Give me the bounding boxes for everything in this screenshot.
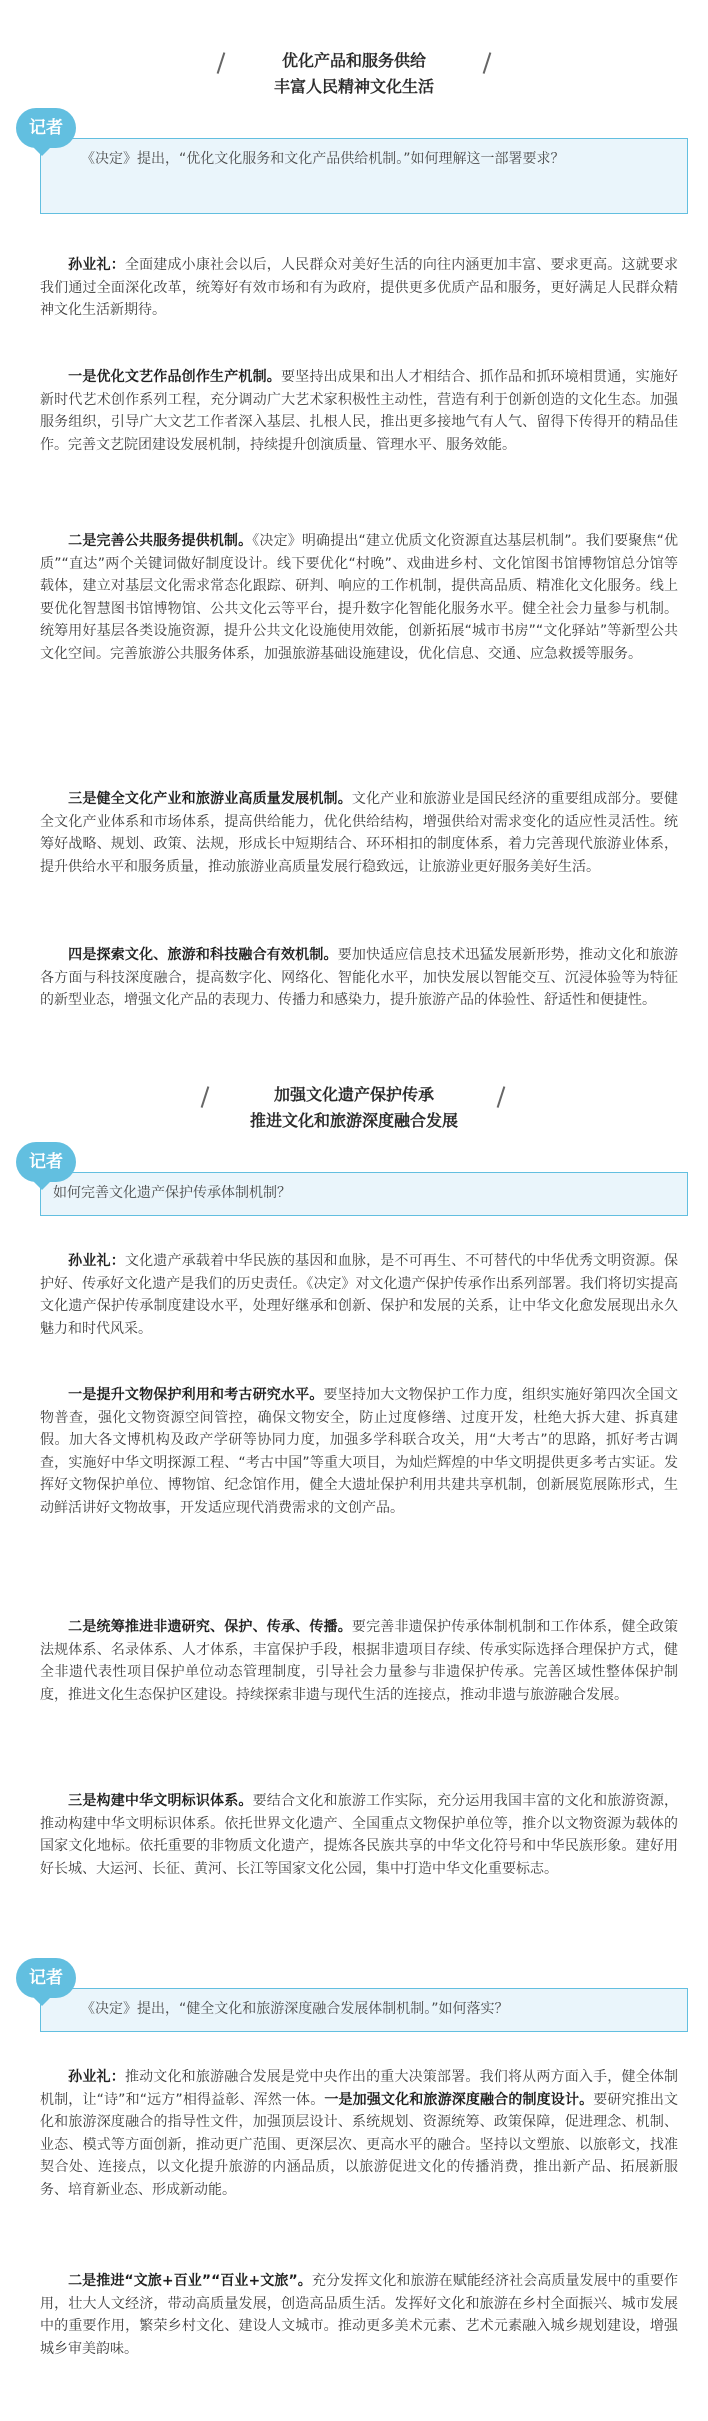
- answer-point-3: [40, 788, 678, 878]
- reporter-badge: 记者: [16, 1142, 76, 1182]
- point-heading: 三是健全文化产业和旅游业高质量发展机制。: [68, 791, 352, 807]
- paragraph-text: 文化产业和旅游业是国民经济的重要组成部分。要健全文化产业体系和市场体系，提高供给能力，优化供给结构，增强供给对需求变化的适应性灵活性。统筹好战略、规划、政策、法规，形成长中短期结合、环环相扣的制度体系，着力完善现代旅游业体系，提升供给水平和服务质量，推动旅游业高质量发展行稳致远，让旅游业更好服务美好生活。: [40, 791, 678, 875]
- speaker-name: 孙业礼：: [68, 257, 125, 273]
- badge-tail: [30, 1178, 54, 1190]
- section-heading-line2: 推进文化和旅游深度融合发展: [249, 1111, 458, 1130]
- answer-intro-1: [40, 254, 678, 322]
- section-heading-line1: 加强文化遗产保护传承: [273, 1085, 434, 1104]
- badge-tail: [30, 1994, 54, 2006]
- paragraph-text: 要坚持加大文物保护工作力度，组织实施好第四次全国文物普查，强化文物资源空间管控，确保文物安全，防止过度修缮、过度开发，杜绝大拆大建、拆真建假。加大各文博机构及政产学研等协同力度，加强多学科联合攻关，用“大考古”的思路，抓好考古调查，实施好中华文明探源工程、“考古中国”等重大项目，为灿烂辉煌的中华文明提供更多考古实证。发挥好文物保护单位、博物馆、纪念馆作用，健全大遗址保护利用共建共享机制，创新展览展陈形式，生动鲜活讲好文物故事，开发适应现代消费需求的文创产品。: [40, 1387, 679, 1516]
- point-heading: 一是提升文物保护利用和考古研究水平。: [68, 1387, 324, 1403]
- paragraph-text: 要完善非遗保护传承体制机制和工作体系，健全政策法规体系、名录体系、人才体系，丰富保护手段，根据非遗项目存续、传承实际选择合理保护方式，健全非遗代表性项目保护单位动态管理制度，引导社会力量参与非遗保护传承。完善区域性整体保护制度，推进文化生态保护区建设。持续探索非遗与现代生活的连接点，推动非遗与旅游融合发展。: [40, 1619, 678, 1703]
- question-box: [40, 1988, 688, 2032]
- reporter-badge: 记者: [16, 1958, 76, 1998]
- point-heading: 二是完善公共服务提供机制。: [68, 533, 253, 549]
- paragraph-text: 推动文化和旅游融合发展是党中央作出的重大决策部署。我们将从两方面入手，健全体制机制，让“诗”和“远方”相得益彰、浑然一体。: [40, 2069, 679, 2108]
- reporter-question-1: [10, 108, 698, 218]
- question-text: 如何完善文化遗产保护传承体制机制？: [53, 1185, 291, 1201]
- question-text: 《决定》提出，“健全文化和旅游深度融合发展体制机制。”如何落实？: [81, 2001, 509, 2017]
- answer-point-3: [40, 1790, 678, 1880]
- answer-point-1: [40, 1384, 678, 1519]
- paragraph-text: 全面建成小康社会以后，人民群众对美好生活的向往内涵更加丰富、要求更高。这就要求我们通过全面深化改革，统筹好有效市场和有为政府，提供更多优质产品和服务，更好满足人民群众精神文化生活新期待。: [40, 257, 679, 318]
- reporter-question-2: [10, 1142, 698, 1224]
- point-heading: 一是优化文艺作品创作生产机制。: [68, 369, 281, 385]
- question-box: [40, 1172, 688, 1216]
- section-heading-2: [0, 1082, 708, 1134]
- answer-intro-3: [40, 2066, 678, 2201]
- paragraph-text: 要研究推出文化和旅游深度融合的指导性文件，加强顶层设计、系统规划、资源统筹、政策保障，促进理念、机制、业态、模式等方面创新，推动更广范围、更深层次、更高水平的融合。坚持以文塑旅、以旅彰文，找准契合处、连接点，以文化提升旅游的内涵品质，以旅游促进文化的传播消费，推出新产品、拓展新服务、培育新业态、形成新动能。: [40, 2091, 679, 2198]
- point-heading: 二是推进“文旅+百业”“百业+文旅”。: [68, 2273, 312, 2289]
- reporter-badge: 记者: [16, 108, 76, 148]
- slash-decoration-left: [196, 1086, 214, 1108]
- paragraph-text: 文化遗产承载着中华民族的基因和血脉，是不可再生、不可替代的中华优秀文明资源。保护好、传承好文化遗产是我们的历史责任。《决定》对文化遗产保护传承作出系列部署。我们将切实提高文化遗产保护传承制度建设水平，处理好继承和创新、保护和发展的关系，让中华文化愈发展现出永久魅力和时代风采。: [40, 1253, 679, 1337]
- answer-point-1: [40, 366, 678, 456]
- paragraph-text: 《决定》明确提出“建立优质文化资源直达基层机制”。我们要聚焦“优质”“直达”两个关键词做好制度设计。线下要优化“村晚”、戏曲进乡村、文化馆图书馆博物馆总分馆等载体，建立对基层文化需求常态化跟踪、研判、响应的工作机制，提供高品质、精准化文化服务。线上要优化智慧图书馆博物馆、公共文化云等平台，提升数字化智能化服务水平。健全社会力量参与机制。统筹用好基层各类设施资源，提升公共文化设施使用效能，创新拓展“城市书房”“文化驿站”等新型公共文化空间。完善旅游公共服务体系，加强旅游基础设施建设，优化信息、交通、应急救援等服务。: [40, 533, 678, 662]
- paragraph-text: 要加快适应信息技术迅猛发展新形势，推动文化和旅游各方面与科技深度融合，提高数字化、网络化、智能化水平，加快发展以智能交互、沉浸体验等为特征的新型业态，增强文化产品的表现力、传播力和感染力，提升旅游产品的体验性、舒适性和便捷性。: [40, 947, 679, 1008]
- question-box: [40, 138, 688, 214]
- point-heading: 四是探索文化、旅游和科技融合有效机制。: [68, 947, 338, 963]
- paragraph-text: 充分发挥文化和旅游在赋能经济社会高质量发展中的重要作用，壮大人文经济，带动高质量发展，创造高品质生活。发挥好文化和旅游在乡村全面振兴、城市发展中的重要作用，繁荣乡村文化、建设人文城市。推动更多美术元素、艺术元素融入城乡规划建设，增强城乡审美韵味。: [40, 2273, 679, 2357]
- answer-point-4: [40, 944, 678, 1012]
- badge-tail: [30, 144, 54, 156]
- slash-decoration-right: [478, 52, 496, 74]
- speaker-name: 孙业礼：: [68, 2069, 125, 2085]
- section-heading-1: [0, 48, 708, 100]
- section-heading-line2: 丰富人民精神文化生活: [273, 77, 434, 96]
- answer-point-2: [40, 1616, 678, 1706]
- speaker-name: 孙业礼：: [68, 1253, 125, 1269]
- point-heading: 二是统筹推进非遗研究、保护、传承、传播。: [68, 1619, 352, 1635]
- slash-decoration-right: [492, 1086, 510, 1108]
- answer-point-2: [40, 2270, 678, 2360]
- section-heading-line1: 优化产品和服务供给: [281, 51, 426, 70]
- point-heading: 三是构建中华文明标识体系。: [68, 1793, 253, 1809]
- reporter-question-3: [10, 1958, 698, 2040]
- paragraph-text: 要结合文化和旅游工作实际，充分运用我国丰富的文化和旅游资源，推动构建中华文明标识体系。依托世界文化遗产、全国重点文物保护单位等，推介以文物资源为载体的国家文化地标。依托重要的非物质文化遗产，提炼各民族共享的中华文化符号和中华民族形象。建好用好长城、大运河、长征、黄河、长江等国家文化公园，集中打造中华文化重要标志。: [40, 1793, 679, 1877]
- point-heading: 一是加强文化和旅游深度融合的制度设计。: [324, 2091, 594, 2108]
- paragraph-text: 要坚持出成果和出人才相结合、抓作品和抓环境相贯通，实施好新时代艺术创作系列工程，充分调动广大艺术家积极性主动性，营造有利于创新创造的文化生态。加强服务组织，引导广大文艺工作者深入基层、扎根人民，推出更多接地气有人气、留得下传得开的精品佳作。完善文艺院团建设发展机制，持续提升创演质量、管理水平、服务效能。: [40, 369, 679, 453]
- question-text: 《决定》提出，“优化文化服务和文化产品供给机制。”如何理解这一部署要求？: [81, 151, 565, 167]
- answer-point-2: [40, 530, 678, 665]
- answer-intro-2: [40, 1250, 678, 1340]
- slash-decoration-left: [212, 52, 230, 74]
